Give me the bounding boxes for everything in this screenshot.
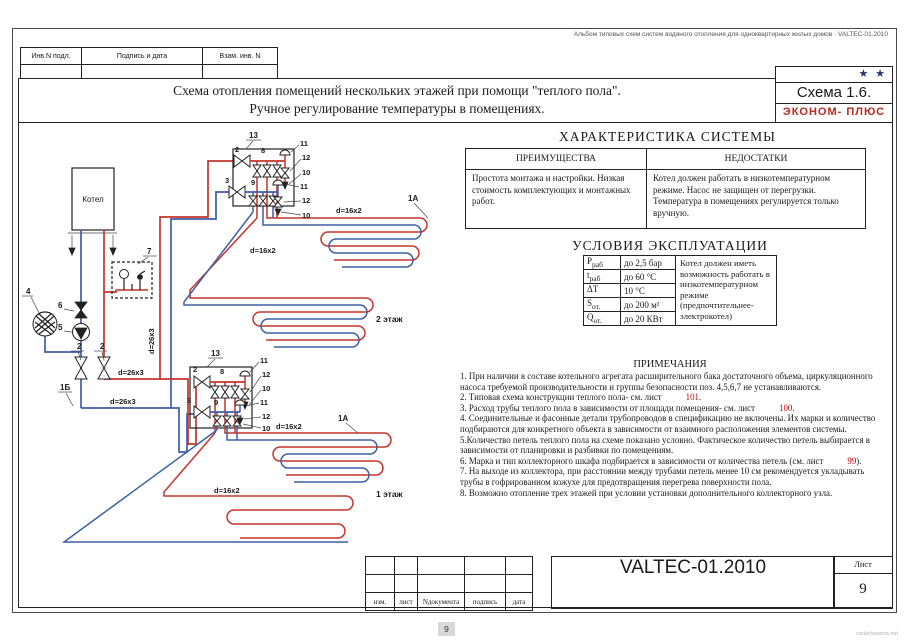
pressure-gauge-icon xyxy=(120,270,129,279)
stamp-header-row xyxy=(21,48,278,65)
label-d16-f1b: d=16x2 xyxy=(214,486,240,495)
floor1-label: 1 этаж xyxy=(376,489,403,499)
notes-title: ПРИМЕЧАНИЯ xyxy=(633,359,707,370)
callout-10: 10 xyxy=(262,424,271,433)
loop-valves-return xyxy=(213,412,241,440)
label-d26-riser: d=26x3 xyxy=(147,328,156,354)
conditions-row xyxy=(584,256,777,270)
note-7: 7. На выходе из коллектора, при расстоянии между трубами петель менее 10 см рекомендуется укладывать трубы в гофрированном кожухе для предотвращения перегрева поверхности пола. xyxy=(460,466,865,487)
callout-13: 13 xyxy=(249,131,258,140)
characteristics-body-row xyxy=(466,170,866,229)
air-vent-icon xyxy=(273,180,283,185)
callout-2: 2 xyxy=(77,342,82,351)
callout-11: 11 xyxy=(260,398,268,407)
sheet-cell xyxy=(833,556,893,609)
manifold-floor1 xyxy=(190,367,252,440)
param-value: до 60 °С xyxy=(621,270,676,284)
characteristics-title: ХАРАКТЕРИСТИКА СИСТЕМЫ xyxy=(559,129,776,144)
conditions-table xyxy=(583,255,777,326)
param-name: $t_{раб}$ xyxy=(584,270,621,284)
return-riser-floor2 xyxy=(171,192,237,408)
heating-schematic xyxy=(18,122,458,562)
param-value: 10 °С xyxy=(621,284,676,298)
param-name: $S_{от.}$ xyxy=(584,298,621,312)
disadvantages-text: Котел должен работать в низкотемпературном режиме. Насос не защищен от перегрузки. Температура в помещениях регулируется только вручную. xyxy=(647,170,866,229)
callout-12: 12 xyxy=(262,412,271,421)
label-d16-f2a: d=16x2 xyxy=(336,206,362,215)
advantages-header: ПРЕИМУЩЕСТВА xyxy=(466,149,647,170)
callout-7: 7 xyxy=(147,247,152,256)
floor2-loops xyxy=(184,212,427,347)
schema-box xyxy=(775,66,893,123)
note-5: 5.Количество петель теплого пола на схеме показано условно. Фактическое количество петель выбирается в зависимости от планировки и разбивки по помещениям. xyxy=(460,434,870,456)
schema-tier: ЭКОНОМ- ПЛЮС xyxy=(782,106,886,118)
col-izm: изм. xyxy=(366,593,395,611)
label-d26-return: d=26x3 xyxy=(110,397,136,406)
col-docnum: Nдокумента xyxy=(418,593,465,611)
manifold-floor2 xyxy=(229,149,294,225)
sheet-label: Лист xyxy=(834,557,892,574)
air-vent-icon xyxy=(138,275,143,280)
air-vent-icon xyxy=(280,150,290,155)
characteristics-table xyxy=(465,148,866,229)
callout-10: 10 xyxy=(262,384,271,393)
titleblock-empty-row xyxy=(366,557,533,575)
conditions-note: Котел должен иметь возможность работать в низкотемпературном режиме (предпочтительнее- электрокотел) xyxy=(676,256,777,326)
stamp-table xyxy=(20,47,278,82)
callout-9: 9 xyxy=(214,398,219,407)
callout-4: 4 xyxy=(26,287,31,296)
callout-13: 13 xyxy=(211,349,220,358)
disadvantages-header: НЕДОСТАТКИ xyxy=(647,149,866,170)
drain-arrow-icon xyxy=(275,209,281,215)
note-6: 6. Марка и тип коллекторного шкафа подбирается в зависимости от количества петель (см. лист 99). xyxy=(460,455,862,466)
watermark: santehsxema.net xyxy=(856,631,898,637)
titleblock-empty-row xyxy=(366,575,533,593)
safety-group xyxy=(112,262,152,298)
callout-10: 10 xyxy=(302,211,311,220)
pump xyxy=(73,324,90,341)
titleblock-header-row xyxy=(366,593,533,611)
check-valve xyxy=(75,302,87,318)
stamp-col-sign: Подпись и дата xyxy=(82,48,203,65)
param-name: $Q_{от.}$ xyxy=(584,312,621,326)
sheet-ref: 100. xyxy=(779,402,795,413)
col-date: дата xyxy=(506,593,533,611)
callout-2: 2 xyxy=(193,365,198,374)
param-name: $Р_{раб}$ xyxy=(584,256,621,270)
callout-6: 6 xyxy=(58,301,63,310)
sheet-number: 9 xyxy=(859,581,867,597)
characteristics-header-row xyxy=(466,149,866,170)
callout-8: 8 xyxy=(220,367,225,376)
callout-2: 2 xyxy=(235,145,240,154)
document-code: VALTEC-01.2010 xyxy=(551,556,835,609)
callout-11: 11 xyxy=(260,356,268,365)
expansion-tank xyxy=(33,312,57,336)
advantages-text: Простота монтажа и настройки. Низкая стоимость комплектующих и монтажных работ. xyxy=(466,170,647,229)
schema-number: Схема 1.6. xyxy=(776,83,892,104)
shutoff-valve-supply xyxy=(98,357,110,379)
callout-3: 3 xyxy=(187,396,192,405)
callout-10: 10 xyxy=(302,168,311,177)
return-main-floor1 xyxy=(81,408,194,452)
supply-main-floor1 xyxy=(104,379,196,444)
col-sign: подпись xyxy=(465,593,506,611)
boiler-label: Котел xyxy=(82,195,104,204)
sheet-ref: 101 xyxy=(685,392,699,403)
note-8: 8. Возможно отопление трех этажей при условии установки дополнительного коллекторного узла. xyxy=(460,487,833,498)
param-value: до 2,5 бар xyxy=(621,256,676,270)
floor2-loop-b-supply xyxy=(190,218,373,340)
callout-11: 11 xyxy=(300,139,308,148)
param-name: ΔТ xyxy=(584,284,621,298)
callout-1a: 1А xyxy=(408,194,419,203)
callout-3: 3 xyxy=(225,176,230,185)
quality-stars-icon: ★ ★ xyxy=(776,67,892,83)
vent-drain-return xyxy=(273,180,283,215)
callout-1a: 1А xyxy=(338,414,349,423)
note-2: 2. Типовая схема конструкции теплого пола- см. лист 101. xyxy=(460,392,702,403)
album-note: Альбом типовых схем систем водяного отопления для одноквартирных жилых домов · VALTEC-01.2010 xyxy=(573,31,888,38)
callout-5: 5 xyxy=(58,323,63,332)
stamp-col-inv: Инв.N подл. xyxy=(21,48,82,65)
page-number-badge: 9 xyxy=(438,622,455,636)
air-vent-icon xyxy=(240,371,250,376)
callout-1b: 1Б xyxy=(60,383,71,392)
col-list: лист xyxy=(395,593,418,611)
notes-block xyxy=(460,371,876,498)
callout-8: 8 xyxy=(261,146,266,155)
callout-9: 9 xyxy=(251,178,256,187)
label-d26-supply: d=26x3 xyxy=(118,368,144,377)
shutoff-valve-return xyxy=(75,357,87,379)
title-line2: Ручное регулирование температуры в помещениях. xyxy=(249,101,545,116)
callout-11: 11 xyxy=(300,182,308,191)
note-4: 4. Соединительные и фасонные детали трубопроводов в спецификацию не включены. Их марки и количество подбираются для конкретного объекта в зависимости от взаимного расположения элементов системы. xyxy=(460,413,876,434)
param-value: до 20 КВт xyxy=(621,312,676,326)
title-box xyxy=(18,78,776,123)
note-3: 3. Расход трубы теплого пола в зависимости от площади помещения- см. лист 100. xyxy=(460,402,795,413)
title-line1: Схема отопления помещений нескольких этажей при помощи "теплого пола". xyxy=(173,83,621,98)
floor2-label: 2 этаж xyxy=(376,314,403,324)
safety-group-link xyxy=(104,290,116,292)
loop-valves-return xyxy=(249,192,277,225)
boiler xyxy=(68,168,117,255)
flow-arrow-icon xyxy=(69,248,75,255)
callout-2: 2 xyxy=(100,342,105,351)
label-d16-f2b: d=16x2 xyxy=(250,246,276,255)
conditions-title: УСЛОВИЯ ЭКСПЛУАТАЦИИ xyxy=(572,238,768,253)
note-1: 1. При наличии в составе котельного агрегата расширительного бака достаточного объема, циркуляционного насоса требуемой производительности и группы безопасности поз. 4,5,6,7 не устанавливаются. xyxy=(460,371,873,392)
sheet-ref: 99 xyxy=(847,455,857,466)
callout-12: 12 xyxy=(262,370,271,379)
label-d16-f1a: d=16x2 xyxy=(276,422,302,431)
air-vent-icon xyxy=(235,400,245,405)
stamp-col-repl: Взам. инв. N xyxy=(203,48,278,65)
callout-12: 12 xyxy=(302,196,311,205)
callout-12: 12 xyxy=(302,153,311,162)
titleblock-grid xyxy=(365,556,533,611)
flow-arrow-icon xyxy=(110,248,116,255)
param-value: до 200 м² xyxy=(621,298,676,312)
